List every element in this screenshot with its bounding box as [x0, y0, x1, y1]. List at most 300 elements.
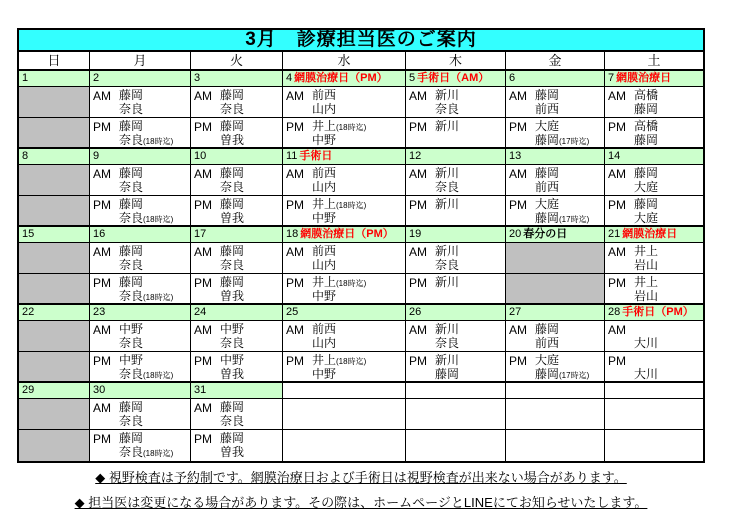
doctor-line: [435, 336, 459, 350]
doctor-name: 大庭: [535, 119, 560, 133]
doctor-hours: (18時迄): [336, 279, 367, 288]
doctor-list: [435, 275, 459, 289]
doctor-name: 藤岡: [119, 275, 144, 289]
doctor-line: [119, 431, 173, 445]
date-number: 3: [194, 72, 201, 84]
am-label: AM: [509, 167, 527, 181]
am-label: AM: [608, 167, 626, 181]
doctor-list: [119, 166, 143, 194]
am-label: AM: [409, 323, 427, 337]
date-cell: [283, 227, 406, 243]
pm-slot: [19, 352, 90, 383]
doctor-name: 奈良: [220, 102, 245, 116]
doctor-hours: (17時迄): [559, 371, 590, 380]
doctor-line: [634, 289, 658, 303]
date-cell: [19, 305, 90, 321]
date-cell: [283, 383, 406, 399]
doctor-line: [312, 244, 336, 258]
am-slot: [191, 165, 283, 196]
doctor-line: [220, 102, 244, 116]
doctor-list: [535, 322, 559, 350]
date-cell: [605, 71, 703, 87]
doctor-line: [312, 258, 336, 272]
doctor-line: [220, 400, 244, 414]
doctor-line: [220, 289, 244, 303]
doctor-name: 奈良: [220, 180, 245, 194]
doctor-list: [312, 119, 366, 147]
doctor-line: [220, 336, 244, 350]
doctor-name: 藤岡: [119, 166, 144, 180]
date-number: 31: [194, 384, 207, 396]
am-label: AM: [93, 89, 111, 103]
doctor-name: 岩山: [634, 289, 659, 303]
doctor-list: [220, 400, 244, 428]
am-slot: [506, 321, 605, 352]
doctor-hours: (17時迄): [559, 137, 590, 146]
doctor-hours: (18時迄): [336, 201, 367, 210]
doctor-name: 高橋: [634, 88, 659, 102]
doctor-line: [220, 211, 244, 225]
date-number: 21: [608, 228, 621, 240]
date-number: 13: [509, 150, 522, 162]
am-label: AM: [509, 89, 527, 103]
doctor-list: [435, 88, 459, 116]
pm-slot: [19, 274, 90, 305]
doctor-list: [634, 322, 658, 350]
doctor-name: 大川: [634, 336, 659, 350]
date-cell: [191, 227, 283, 243]
am-slot: [605, 87, 703, 118]
doctor-line: [435, 244, 459, 258]
pm-label: PM: [194, 354, 212, 368]
doctor-line: [634, 367, 658, 381]
doctor-line: [220, 258, 244, 272]
date-cell: [283, 305, 406, 321]
doctor-line: [634, 353, 658, 367]
doctor-name: 新川: [435, 353, 460, 367]
doctor-line: [312, 180, 336, 194]
doctor-line: [634, 88, 658, 102]
pm-label: PM: [608, 120, 626, 134]
doctor-hours: (18時迄): [336, 123, 367, 132]
doctor-list: [220, 244, 244, 272]
date-cell: [283, 149, 406, 165]
doctor-line: [119, 336, 143, 350]
date-cell: [506, 71, 605, 87]
am-label: AM: [409, 167, 427, 181]
doctor-list: [535, 353, 589, 381]
date-number: 12: [409, 150, 422, 162]
doctor-name: 藤岡: [535, 133, 560, 147]
doctor-name: 奈良: [435, 180, 460, 194]
doctor-list: [312, 88, 336, 116]
doctor-name: 奈良: [220, 336, 245, 350]
doctor-name: 前西: [312, 88, 337, 102]
doctor-name: 大庭: [634, 180, 659, 194]
doctor-line: [119, 353, 173, 367]
doctor-line: [220, 414, 244, 428]
doctor-list: [119, 197, 173, 225]
doctor-line: [119, 119, 173, 133]
am-slot: [283, 321, 406, 352]
am-label: AM: [194, 323, 212, 337]
doctor-hours: (18時迄): [336, 357, 367, 366]
doctor-name: 藤岡: [220, 244, 245, 258]
doctor-name: 奈良: [119, 445, 144, 459]
am-label: AM: [194, 245, 212, 259]
doctor-list: [220, 88, 244, 116]
am-slot: [90, 321, 191, 352]
doctor-name: 新川: [435, 166, 460, 180]
pm-slot: [506, 118, 605, 149]
doctor-line: [634, 102, 658, 116]
date-cell: [283, 71, 406, 87]
doctor-line: [119, 258, 143, 272]
weekday-header: 火: [191, 52, 283, 71]
pm-label: PM: [286, 120, 304, 134]
doctor-line: [535, 336, 559, 350]
doctor-name: 山内: [312, 336, 337, 350]
pm-slot: [605, 352, 703, 383]
am-slot: [506, 243, 605, 274]
pm-slot: [283, 274, 406, 305]
am-slot: [19, 87, 90, 118]
doctor-hours: (17時迄): [559, 215, 590, 224]
am-label: AM: [608, 323, 626, 337]
am-slot: [90, 87, 191, 118]
doctor-line: [535, 197, 589, 211]
am-slot: [406, 165, 506, 196]
day-note: 春分の日: [523, 228, 568, 240]
day-note: 網膜治療日（PM）: [294, 72, 388, 84]
date-cell: [506, 227, 605, 243]
doctor-line: [312, 166, 336, 180]
pm-label: PM: [93, 198, 111, 212]
doctor-name: 曽我: [220, 367, 245, 381]
doctor-name: 前西: [312, 166, 337, 180]
am-label: AM: [409, 89, 427, 103]
date-cell: [90, 71, 191, 87]
doctor-name: 曽我: [220, 289, 245, 303]
date-number: 25: [286, 306, 299, 318]
doctor-name: 奈良: [119, 367, 144, 381]
am-label: AM: [509, 323, 527, 337]
doctor-line: [634, 119, 658, 133]
day-note: 手術日（AM）: [417, 72, 490, 84]
pm-slot: [191, 118, 283, 149]
pm-label: PM: [509, 120, 527, 134]
am-slot: [19, 243, 90, 274]
doctor-name: 曽我: [220, 133, 245, 147]
doctor-hours: (18時迄): [143, 215, 174, 224]
am-slot: [90, 165, 191, 196]
am-label: AM: [93, 401, 111, 415]
doctor-hours: (18時迄): [143, 293, 174, 302]
doctor-list: [220, 322, 244, 350]
doctor-name: 中野: [220, 353, 245, 367]
pm-slot: [191, 274, 283, 305]
am-slot: [605, 399, 703, 430]
doctor-name: 大庭: [634, 211, 659, 225]
doctor-list: [435, 197, 459, 211]
doctor-line: [119, 197, 173, 211]
doctor-name: 前西: [312, 322, 337, 336]
doctor-line: [634, 322, 658, 336]
doctor-name: 奈良: [119, 133, 144, 147]
pm-label: PM: [509, 354, 527, 368]
pm-label: PM: [93, 354, 111, 368]
doctor-list: [312, 244, 336, 272]
doctor-list: [220, 431, 244, 459]
am-label: AM: [286, 323, 304, 337]
am-label: AM: [608, 245, 626, 259]
doctor-name: 藤岡: [119, 119, 144, 133]
doctor-line: [119, 367, 173, 381]
day-note: 手術日: [299, 150, 333, 162]
am-slot: [191, 321, 283, 352]
day-note: 網膜治療日: [622, 228, 678, 240]
date-cell: [506, 149, 605, 165]
doctor-line: [220, 166, 244, 180]
am-slot: [283, 165, 406, 196]
doctor-name: 奈良: [435, 258, 460, 272]
doctor-list: [535, 119, 589, 147]
pm-slot: [90, 352, 191, 383]
pm-label: PM: [409, 354, 427, 368]
doctor-list: [634, 244, 658, 272]
doctor-list: [220, 119, 244, 147]
doctor-line: [220, 275, 244, 289]
am-label: AM: [194, 167, 212, 181]
doctor-line: [535, 353, 589, 367]
weekday-header: 土: [605, 52, 703, 71]
am-slot: [191, 399, 283, 430]
doctor-name: 新川: [435, 322, 460, 336]
doctor-line: [634, 258, 658, 272]
doctor-line: [435, 166, 459, 180]
am-label: AM: [286, 245, 304, 259]
doctor-name: 藤岡: [535, 322, 560, 336]
doctor-line: [312, 133, 366, 147]
doctor-list: [435, 322, 459, 350]
doctor-line: [535, 211, 589, 225]
pm-slot: [19, 196, 90, 227]
am-label: AM: [93, 323, 111, 337]
doctor-line: [634, 166, 658, 180]
date-cell: [605, 305, 703, 321]
doctor-list: [312, 322, 336, 350]
pm-label: PM: [194, 276, 212, 290]
date-cell: [90, 149, 191, 165]
doctor-name: 藤岡: [220, 88, 245, 102]
pm-slot: [506, 274, 605, 305]
date-number: 4: [286, 72, 293, 84]
pm-slot: [283, 352, 406, 383]
doctor-list: [220, 353, 244, 381]
doctor-line: [535, 102, 559, 116]
am-slot: [19, 321, 90, 352]
doctor-name: 藤岡: [220, 166, 245, 180]
doctor-line: [312, 102, 336, 116]
doctor-name: 中野: [312, 289, 337, 303]
doctor-list: [312, 166, 336, 194]
doctor-name: 藤岡: [119, 88, 144, 102]
am-label: AM: [286, 167, 304, 181]
doctor-list: [634, 166, 658, 194]
doctor-list: [119, 431, 173, 459]
date-number: 26: [409, 306, 422, 318]
doctor-name: 中野: [119, 322, 144, 336]
pm-slot: [19, 430, 90, 461]
doctor-line: [535, 367, 589, 381]
doctor-name: 新川: [435, 197, 460, 211]
doctor-name: 藤岡: [535, 211, 560, 225]
pm-slot: [605, 274, 703, 305]
date-cell: [406, 149, 506, 165]
doctor-list: [634, 119, 658, 147]
am-slot: [19, 399, 90, 430]
doctor-name: 井上: [312, 197, 337, 211]
doctor-line: [220, 180, 244, 194]
pm-label: PM: [194, 432, 212, 446]
doctor-line: [435, 197, 459, 211]
pm-slot: [406, 274, 506, 305]
doctor-line: [220, 197, 244, 211]
date-number: 20: [509, 228, 522, 240]
doctor-line: [435, 367, 459, 381]
date-cell: [191, 149, 283, 165]
weekday-header: 金: [506, 52, 605, 71]
doctor-name: 藤岡: [634, 166, 659, 180]
am-slot: [506, 87, 605, 118]
doctor-name: 中野: [312, 133, 337, 147]
doctor-name: 井上: [634, 244, 659, 258]
pm-slot: [191, 430, 283, 461]
date-cell: [406, 383, 506, 399]
doctor-name: 中野: [220, 322, 245, 336]
date-cell: [19, 227, 90, 243]
pm-slot: [90, 118, 191, 149]
pm-label: PM: [286, 354, 304, 368]
date-cell: [506, 305, 605, 321]
doctor-list: [119, 275, 173, 303]
doctor-name: 藤岡: [220, 119, 245, 133]
date-number: 9: [93, 150, 100, 162]
am-slot: [191, 243, 283, 274]
doctor-line: [435, 322, 459, 336]
doctor-list: [435, 353, 459, 381]
date-number: 1: [22, 72, 29, 84]
pm-slot: [19, 118, 90, 149]
pm-slot: [283, 430, 406, 461]
doctor-line: [220, 367, 244, 381]
doctor-list: [535, 166, 559, 194]
doctor-list: [119, 400, 143, 428]
date-number: 23: [93, 306, 106, 318]
pm-slot: [90, 430, 191, 461]
doctor-line: [435, 258, 459, 272]
am-slot: [90, 399, 191, 430]
date-number: 2: [93, 72, 100, 84]
weekday-header: 木: [406, 52, 506, 71]
date-cell: [191, 71, 283, 87]
doctor-line: [220, 322, 244, 336]
pm-slot: [283, 196, 406, 227]
am-slot: [90, 243, 191, 274]
date-cell: [90, 305, 191, 321]
doctor-line: [119, 166, 143, 180]
doctor-name: 大庭: [535, 353, 560, 367]
pm-slot: [90, 274, 191, 305]
doctor-list: [119, 244, 143, 272]
doctor-name: 前西: [535, 336, 560, 350]
doctor-list: [119, 88, 143, 116]
notice-reservation: ◆ 視野検査は予約制です。網膜治療日および手術日は視野検査が出来ない場合があります。: [95, 470, 627, 485]
doctor-line: [312, 211, 366, 225]
date-number: 16: [93, 228, 106, 240]
am-label: AM: [194, 89, 212, 103]
doctor-line: [220, 244, 244, 258]
pm-label: PM: [409, 120, 427, 134]
pm-slot: [191, 196, 283, 227]
pm-label: PM: [608, 354, 626, 368]
pm-label: PM: [93, 276, 111, 290]
doctor-line: [435, 88, 459, 102]
doctor-line: [435, 119, 459, 133]
date-cell: [605, 383, 703, 399]
doctor-name: 新川: [435, 88, 460, 102]
doctor-line: [634, 275, 658, 289]
doctor-list: [634, 353, 658, 381]
doctor-name: 奈良: [220, 258, 245, 272]
doctor-line: [119, 102, 143, 116]
doctor-line: [119, 322, 143, 336]
date-cell: [406, 227, 506, 243]
doctor-line: [634, 211, 658, 225]
doctor-line: [312, 88, 336, 102]
pm-slot: [506, 196, 605, 227]
doctor-name: 藤岡: [535, 88, 560, 102]
pm-label: PM: [509, 198, 527, 212]
doctor-line: [535, 133, 589, 147]
date-number: 17: [194, 228, 207, 240]
pm-label: PM: [286, 276, 304, 290]
date-number: 28: [608, 306, 621, 318]
doctor-list: [535, 88, 559, 116]
doctor-name: 井上: [312, 353, 337, 367]
date-number: 14: [608, 150, 621, 162]
date-number: 10: [194, 150, 207, 162]
doctor-list: [435, 119, 459, 133]
pm-slot: [191, 352, 283, 383]
doctor-name: 藤岡: [119, 197, 144, 211]
doctor-line: [535, 88, 559, 102]
doctor-name: 山内: [312, 180, 337, 194]
doctor-list: [312, 197, 366, 225]
pm-slot: [406, 118, 506, 149]
doctor-line: [312, 197, 366, 211]
doctor-line: [535, 166, 559, 180]
date-number: 30: [93, 384, 106, 396]
doctor-line: [119, 244, 143, 258]
am-slot: [406, 399, 506, 430]
doctor-list: [435, 244, 459, 272]
doctor-name: 奈良: [220, 414, 245, 428]
doctor-name: 井上: [634, 275, 659, 289]
doctor-name: 山内: [312, 102, 337, 116]
date-cell: [19, 71, 90, 87]
doctor-name: 岩山: [634, 258, 659, 272]
